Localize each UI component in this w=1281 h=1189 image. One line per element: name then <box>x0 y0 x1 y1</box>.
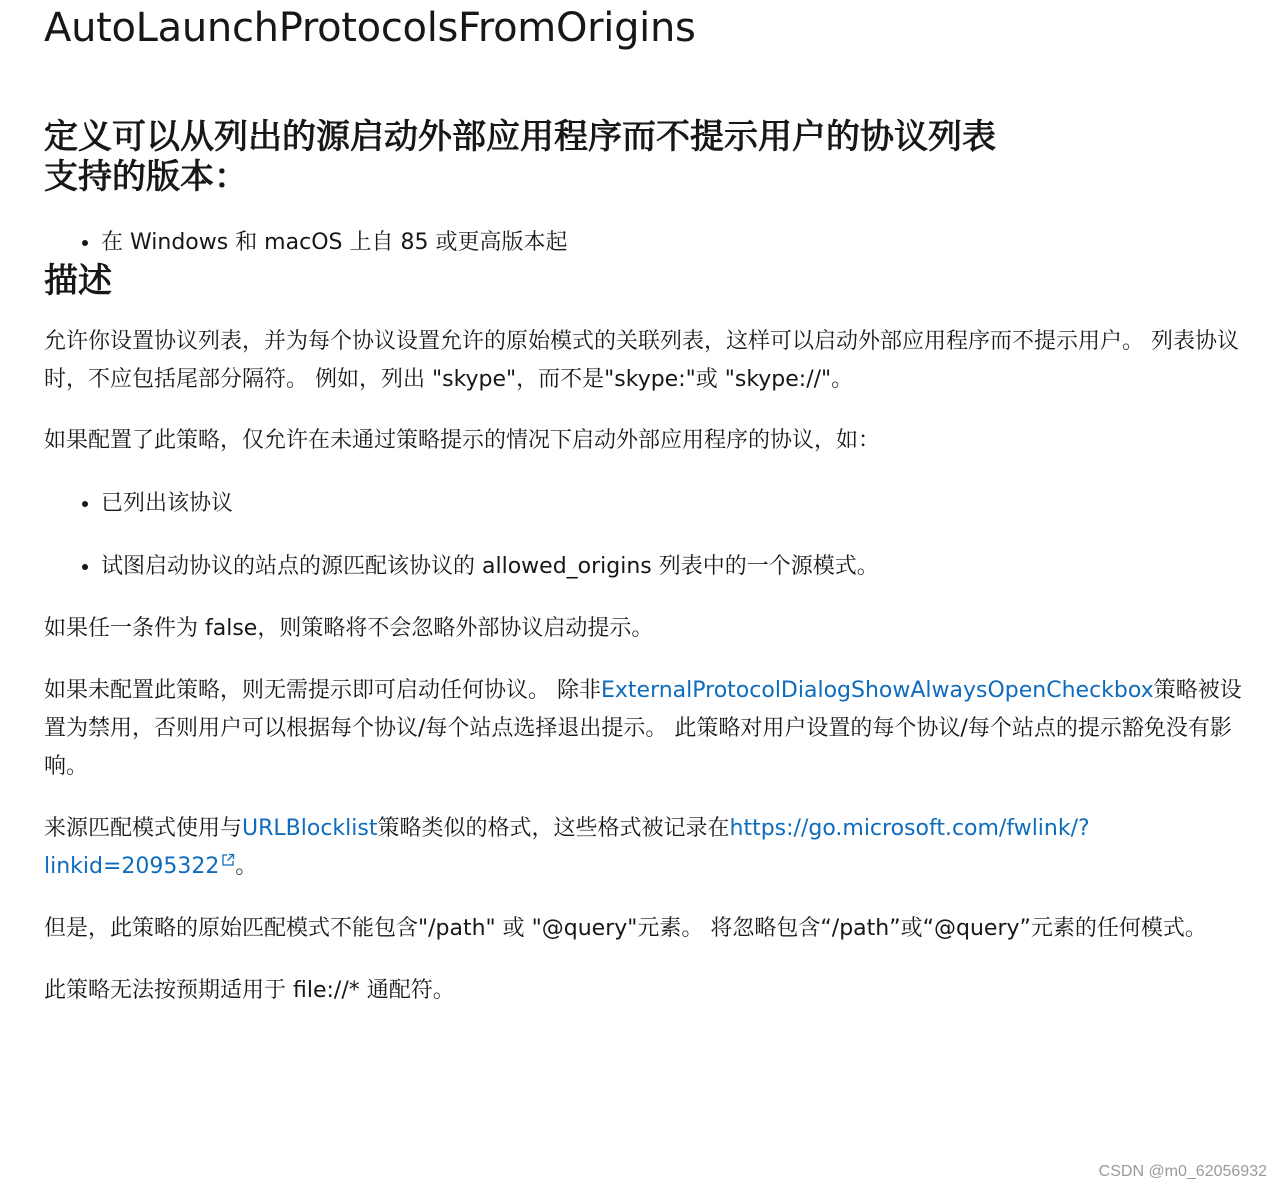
description-paragraph: 如果任一条件为 false，则策略将不会忽略外部协议启动提示。 <box>44 616 654 641</box>
link-text: https://go.microsoft.com/fwlink/?linkid=2095322 <box>44 816 1090 879</box>
conditions-list <box>44 485 1244 585</box>
article <box>44 0 1244 1010</box>
description-paragraph <box>44 810 1244 886</box>
paragraph-text: 策略类似的格式，这些格式被记录在 <box>377 816 730 841</box>
list-item: • 试图启动协议的站点的源匹配该协议的 allowed_origins 列表中的一个源模式。 <box>101 548 1244 585</box>
page-title: AutoLaunchProtocolsFromOrigins <box>44 5 696 51</box>
paragraph-text: 来源匹配模式使用与 <box>44 816 243 841</box>
url-blocklist-policy-link[interactable]: URLBlocklist <box>242 816 378 841</box>
external-link-icon <box>221 853 235 867</box>
description-paragraph: 此策略无法按预期适用于 file://* 通配符。 <box>44 978 455 1003</box>
description-paragraph: 如果配置了此策略，仅允许在未通过策略提示的情况下启动外部应用程序的协议，如： <box>44 428 881 453</box>
description-heading: 描述 <box>44 261 112 301</box>
paragraph-text: 。 <box>235 854 258 879</box>
supported-versions-heading: 支持的版本： <box>44 157 248 197</box>
paragraph-text: 策略被设置为禁用，否则用户可以根据每个协议/每个站点选择退出提示。 此策略对用户设置的每个协议/每个站点的提示豁免没有影响。 <box>44 678 1242 779</box>
paragraph-text: 如果未配置此策略，则无需提示即可启动任何协议。 除非 <box>44 678 601 703</box>
description-paragraph: 但是，此策略的原始匹配模式不能包含"/path" 或 "@query"元素。 将忽略包含“/path”或“@query”元素的任何模式。 <box>44 916 1207 941</box>
supported-versions-list <box>44 224 1244 261</box>
description-paragraph: 允许你设置协议列表，并为每个协议设置允许的原始模式的关联列表，这样可以启动外部应用程序而不提示用户。 列表协议时，不应包括尾部分隔符。 例如，列出 "skype"，而不是"skype:"或 "skype://"。 <box>44 329 1239 392</box>
list-item: • 已列出该协议 <box>101 485 1244 522</box>
watermark: CSDN @m0_62056932 <box>1098 1163 1267 1180</box>
policy-summary-heading: 定义可以从列出的源启动外部应用程序而不提示用户的协议列表 <box>44 117 996 157</box>
description-paragraph <box>44 672 1244 786</box>
list-item: • 在 Windows 和 macOS 上自 85 或更高版本起 <box>101 224 1244 261</box>
external-protocol-dialog-policy-link[interactable]: ExternalProtocolDialogShowAlwaysOpenCheckbox <box>601 678 1154 703</box>
